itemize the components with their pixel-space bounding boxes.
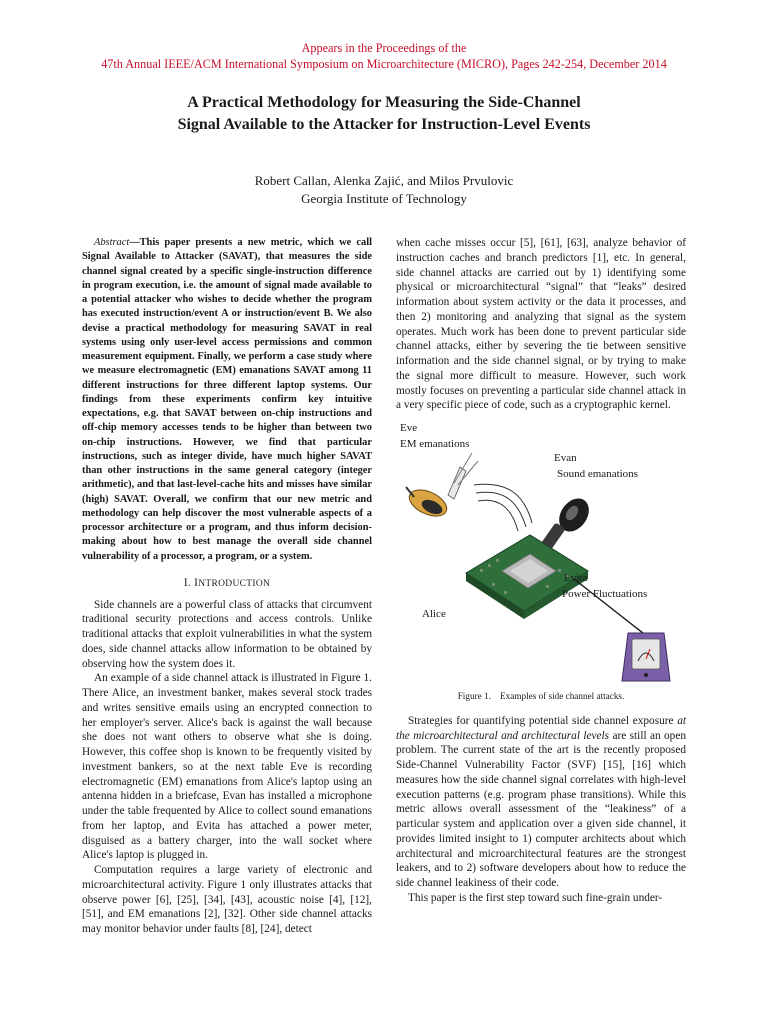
venue-note [0,40,768,72]
label-evita: Evita [564,572,588,584]
evita-power-meter-icon [622,633,670,681]
label-eve: Eve [400,422,418,434]
title-line-1: A Practical Methodology for Measuring the Side-Channel [187,94,581,111]
section-title-rest: NTRODUCTION [198,578,271,589]
intro-paragraph-5: This paper is the first step toward such fine-grain under- [408,891,663,904]
p5-emphasis: at the microarchitectural and architectural levels [396,714,686,742]
author-block [0,172,768,208]
label-evan: Evan [554,452,577,464]
right-column [396,236,686,906]
left-column [82,236,372,937]
abstract-text: This paper presents a new metric, which we call Signal Available to Attacker (SAVAT), that measures the side channel signal created by a specific single-instruction difference in program execution, i.e. the amount of signal made available to a potential attacker who wishes to decide whether the program has executed instruction/event A or instruction/event B. We also devise a practical methodology for measuring SAVAT in real systems using only user-level access permissions and common measurement equipment. Finally, we perform a case study where we measure electromagnetic (EM) emanations SAVAT among 11 different instructions for three different laptop systems. Our findings from these experiments confirm key intuitive expectations, e.g. that SAVAT between on-chip instructions and off-chip memory accesses tends to be higher than between two on-chip instructions. However, we find that particular instructions, such as integer divide, have much higher SAVAT than other instructions in the same general category (integer arithmetic), and that last-level-cache hits and misses have similar (high) SAVAT. Overall, we confirm that our new metric and methodology can help discover the most vulnerable aspects of a processor architecture or a program, and thus inform decision-making about how to best manage the overall side channel vulnerability of a processor, a program, or a system. [82,237,372,562]
intro-paragraph-1: Side channels are a powerful class of attacks that circumvent traditional security protections and access controls. Unlike traditional attacks that exploit vulnerabilities in what the system does, side channel attacks allow information to be obtained by observing how the system does it. [82,598,372,670]
label-eve-sub: EM emanations [400,438,470,450]
figure-1-illustration [396,423,686,685]
label-evita-sub: Power Fluctuations [562,588,648,600]
abstract-lead: Abstract [94,237,130,248]
em-wave-lines [474,484,532,531]
author-names: Robert Callan, Alenka Zajić, and Milos Prvulovic [254,173,514,188]
intro-paragraph-2: An example of a side channel attack is illustrated in Figure 1. There Alice, an investment banker, makes several stock trades and writes sensitive emails using an encrypted connection to her employer's server. Alice's back is against the wall because she does not want others to observe what she is doing. However, this coffee shop is known to be frequently visited by investment bankers, so at the next table Eve is recording electromagnetic (EM) emanations from Alice's laptop using an antenna hidden in a briefcase, Evan has installed a microphone under the table frequented by Alice to collect sound emanations from her laptop, and Evita has attached a power meter, disguised as a battery charger, into the wall socket where Alice's laptop is plugged in. [82,672,372,862]
label-alice: Alice [422,608,446,620]
intro-paragraph-3-continued: when cache misses occur [5], [61], [63], analyze behavior of instruction caches and branch predictors [1], etc. In general, side channel attacks are carried out by 1) identifying some physical or microarchitectural “signal” that “leaks” desired information about system activity or the data it processes, and then 2) monitoring and analyzing that signal as the system operates. Much work has been done to prevent particular side channel attacks, either by severing the tie between sensitive information and the side channel signal, or by trying to make the signal more difficult to measure. However, such work mostly focuses on preventing a particular side channel attack in a very specific piece of code, such as a cryptographic kernel. [396,237,686,412]
section-number: I. [183,576,192,589]
venue-line-2: 47th Annual IEEE/ACM International Symposium on Microarchitecture (MICRO), Pages 242-254, December 2014 [101,57,667,71]
figure-1-caption: Figure 1. Examples of side channel attacks. [457,691,625,701]
venue-line-1: Appears in the Proceedings of the [301,41,467,55]
section-heading-introduction [82,576,372,592]
abstract-dash: — [129,237,140,248]
evan-microphone-icon [538,493,594,554]
abstract [82,236,372,564]
affiliation: Georgia Institute of Technology [301,191,467,206]
p5-before: Strategies for quantifying potential side channel exposure [408,714,678,727]
intro-paragraph-4 [396,714,686,891]
section-first-letter: I [194,576,199,589]
intro-paragraph-3: Computation requires a large variety of electronic and microarchitectural activity. Figure 1 only illustrates attacks that observe power [6], [25], [34], [43], acoustic noise [4], [12], [51], and EM emanations [2], [32]. Other side channel attacks may monitor behavior under faults [8], [24], detect [82,864,372,935]
title-line-2: Signal Available to the Attacker for Instruction-Level Events [177,116,591,133]
eve-antenna-icon [405,453,478,521]
paper-title [0,92,768,136]
label-evan-sub: Sound emanations [557,468,638,480]
figure-1 [396,423,686,685]
p5-after: are still an open problem. The current state of the art is the recently proposed Side-Channel Vulnerability Factor (SVF) [15], [16] which measures how the side channel signal correlates with high-level execution patterns (e.g. program phase transitions). While this metric allows overall assessment of the “leakiness” of a particular system and application over a given side channel, it provides limited insight to 1) computer architects about which architectural and microarchitectural features are the strongest leakers, and to 2) software developers about how to reduce the side channel leakiness of their code. [396,729,686,889]
